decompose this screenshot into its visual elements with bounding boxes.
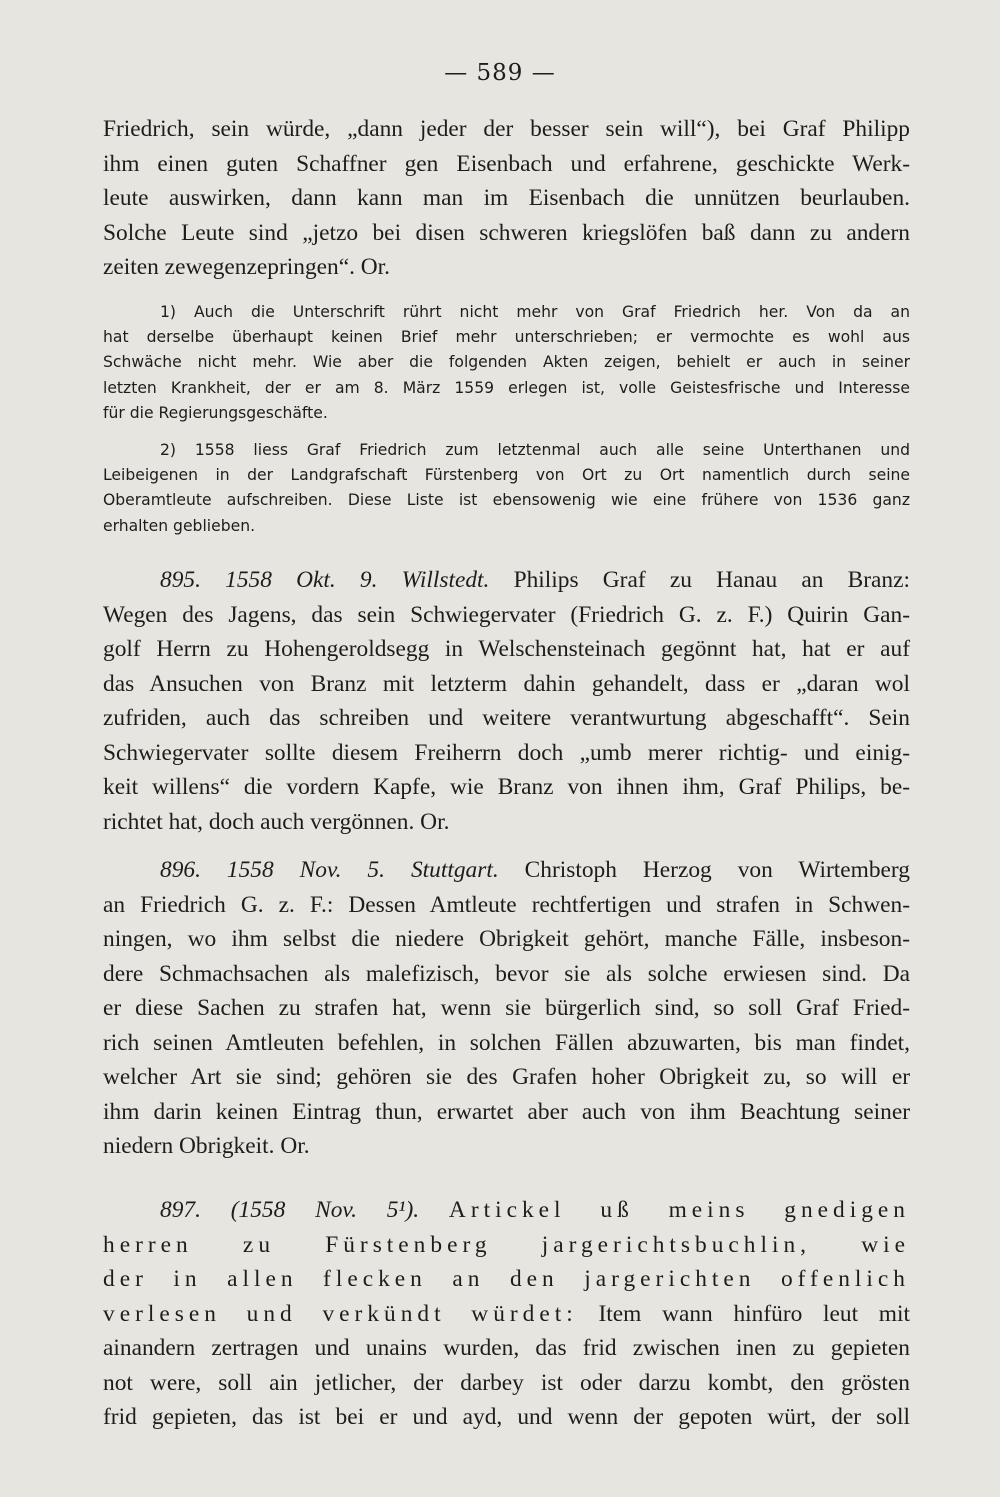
entry-heading-line bbox=[103, 853, 910, 888]
text-line: zufriden, auch das schreiben und weitere verantwurtung abgeschafft“. Sein bbox=[103, 705, 910, 731]
entry-heading-line bbox=[103, 563, 910, 598]
text-line: frid gepieten, das ist bei er und ayd, und wenn der gepoten würt, der soll bbox=[103, 1404, 910, 1430]
spaced-line: der in allen flecken an den jargerichten offenlich bbox=[103, 1266, 910, 1292]
footnote-line: Schwäche nicht mehr. Wie aber die folgenden Akten zeigen, behielt er auch in seiner bbox=[103, 353, 910, 372]
entry-summary-start: Christoph Herzog von Wirtemberg bbox=[524, 857, 910, 883]
text-line-mixed bbox=[103, 1297, 910, 1332]
text-line: rich seinen Amtleuten befehlen, in solchen Fällen abzuwarten, bis man findet, bbox=[103, 1029, 910, 1056]
spaced-title-end: verlesen und verkündt würdet: bbox=[103, 1300, 578, 1327]
spaced-line: herren zu Fürstenberg jargerichtsbuchlin, wie bbox=[103, 1231, 910, 1258]
spaced-title: Artickel uß meins gnedigen bbox=[448, 1197, 911, 1223]
text-line: das Ansuchen von Branz mit letzterm dahin gehandelt, dass er „daran wol bbox=[103, 670, 910, 697]
footnote-line: letzten Krankheit, der er am 8. März 1559 erlegen ist, volle Geistesfrische und Interesse bbox=[103, 378, 910, 397]
footnote-line: erhalten geblieben. bbox=[103, 516, 256, 535]
footnote-line: Leibeigenen in der Landgrafschaft Fürstenberg von Ort zu Ort namentlich durch seine bbox=[103, 466, 910, 485]
footnote-2 bbox=[103, 438, 910, 539]
footnote-line: 2) 1558 liess Graf Friedrich zum letztenmal auch alle seine Unterthanen und bbox=[160, 441, 910, 459]
text-line-rest: Item wann hinfüro leut mit bbox=[598, 1300, 910, 1327]
text-line: er diese Sachen zu strafen hat, wenn sie bürgerlich sind, so soll Graf Fried- bbox=[103, 995, 910, 1021]
entry-896 bbox=[103, 853, 910, 1164]
footnote-line: hat derselbe überhaupt keinen Brief mehr unterschrieben; er vermochte es wohl aus bbox=[103, 328, 910, 347]
text-line: ainandern zertragen und unains wurden, das frid zwischen inen zu gepieten bbox=[103, 1335, 910, 1361]
text-line: ningen, wo ihm selbst die niedere Obrigkeit gehört, manche Fälle, insbeson- bbox=[103, 926, 910, 952]
footnote-line: 1) Auch die Unterschrift rührt nicht mehr von Graf Friedrich her. Von da an bbox=[160, 303, 910, 321]
text-line: golf Herrn zu Hohengeroldsegg in Welschensteinach gegönnt hat, hat er auf bbox=[103, 636, 910, 662]
entry-heading: 895. 1558 Okt. 9. Willstedt. bbox=[160, 567, 490, 593]
footnote-line: für die Regierungsgeschäfte. bbox=[103, 403, 328, 422]
page-number: — 589 — bbox=[444, 60, 556, 86]
text-line: richtet hat, doch auch vergönnen. Or. bbox=[103, 808, 450, 835]
text-line: keit willens“ die vordern Kapfe, wie Branz von ihnen ihm, Graf Philips, be- bbox=[103, 774, 910, 800]
entry-heading: 897. (1558 Nov. 5¹). bbox=[160, 1197, 420, 1223]
entry-897 bbox=[103, 1193, 910, 1435]
entry-summary-start: Philips Graf zu Hanau an Branz: bbox=[513, 567, 910, 593]
paragraph-continuation bbox=[103, 112, 910, 285]
entry-895 bbox=[103, 563, 910, 839]
text-line: Schwiegervater sollte diesem Freiherrn doch „umb merer richtig- und einig- bbox=[103, 739, 910, 766]
text-line: an Friedrich G. z. F.: Dessen Amtleute rechtfertigen und strafen in Schwen- bbox=[103, 891, 910, 918]
text-line: ihm darin keinen Eintrag thun, erwartet aber auch von ihm Beachtung seiner bbox=[103, 1098, 910, 1125]
text-line: dere Schmachsachen als malefizisch, bevor sie als solche erwiesen sind. Da bbox=[103, 960, 910, 987]
entry-heading: 896. 1558 Nov. 5. Stuttgart. bbox=[160, 857, 499, 883]
text-line: Friedrich, sein würde, „dann jeder der besser sein will“), bei Graf Philipp bbox=[103, 116, 910, 142]
text-line: Solche Leute sind „jetzo bei disen schweren kriegslöfen baß dann zu andern bbox=[103, 219, 910, 246]
text-line: welcher Art sie sind; gehören sie des Grafen hoher Obrigkeit zu, so will er bbox=[103, 1064, 910, 1090]
footnote-line: Oberamtleute aufschreiben. Diese Liste ist ebensowenig wie eine frühere von 1536 ganz bbox=[103, 491, 910, 510]
text-line: not were, soll ain jetlicher, der darbey ist oder darzu kombt, den grösten bbox=[103, 1369, 910, 1396]
text-line: leute auswirken, dann kann man im Eisenbach die unnützen beurlauben. bbox=[103, 185, 910, 211]
text-line: ihm einen guten Schaffner gen Eisenbach und erfahrene, geschickte Werk- bbox=[103, 150, 910, 177]
text-line: zeiten zewegenzepringen“. Or. bbox=[103, 254, 391, 280]
text-line: Wegen des Jagens, das sein Schwiegervater (Friedrich G. z. F.) Quirin Gan- bbox=[103, 601, 910, 628]
entry-heading-line bbox=[103, 1193, 910, 1228]
text-line: niedern Obrigkeit. Or. bbox=[103, 1133, 310, 1159]
footnote-1 bbox=[103, 300, 910, 426]
